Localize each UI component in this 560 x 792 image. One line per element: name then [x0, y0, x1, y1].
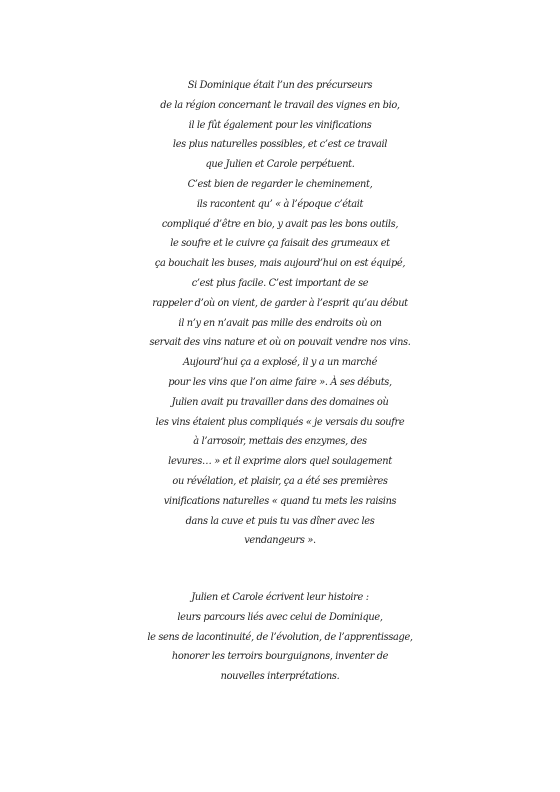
text-line: ou révélation, et plaisir, ça a été ses premières: [172, 475, 388, 487]
text-line: Julien et Carole écrivent leur histoire :: [191, 592, 369, 603]
text-line: C’est bien de regarder le cheminement,: [187, 178, 373, 190]
text-line: Si Dominique était l’un des précurseurs: [187, 80, 373, 91]
text-line: Julien avait pu travailler dans des domaines où: [171, 396, 389, 408]
text-line: les plus naturelles possibles, et c’est ce travail: [172, 139, 388, 151]
text-line: Aujourd’hui ça a explosé, il y a un marché: [182, 357, 378, 369]
text-line: il n’y en n’avait pas mille des endroits où on: [178, 317, 382, 329]
text-line: à l’arrosoir, mettais des enzymes, des: [193, 436, 367, 448]
text-line: compliqué d’être en bio, y avait pas les bons outils,: [161, 218, 399, 230]
text-line: leurs parcours liés avec celui de Dominique,: [177, 611, 383, 623]
text-line: vendangeurs ».: [244, 535, 316, 547]
text-line: il le fût également pour les vinifications: [188, 119, 372, 131]
text-line: vinifications naturelles « quand tu mets les raisins: [163, 495, 397, 507]
text-line: le sens de lacontinuité, de l’évolution, de l’apprentissage,: [147, 631, 413, 643]
paragraph-1: [0, 76, 560, 551]
text-line: de la région concernant le travail des vignes en bio,: [160, 99, 400, 111]
text-line: pour les vins que l’on aime faire ». À ses débuts,: [168, 376, 392, 388]
text-line: rappeler d’où on vient, de garder à l’esprit qu’au début: [152, 297, 408, 309]
text-line: levures… » et il exprime alors quel soulagement: [168, 456, 392, 468]
text-line: ils racontent qu’ « à l’époque c’était: [196, 198, 364, 210]
text-line: les vins étaient plus compliqués « je versais du soufre: [155, 416, 405, 428]
text-line: nouvelles interprétations.: [220, 671, 340, 683]
paragraph-2: [0, 588, 560, 687]
text-line: que Julien et Carole perpétuent.: [205, 159, 355, 171]
text-line: servait des vins nature et où on pouvait vendre nos vins.: [149, 337, 411, 349]
text-line: le soufre et le cuivre ça faisait des grumeaux et: [170, 238, 390, 250]
text-line: c’est plus facile. C’est important de se: [191, 277, 369, 289]
text-line: dans la cuve et puis tu vas dîner avec les: [185, 515, 375, 527]
text-line: ça bouchait les buses, mais aujourd’hui on est équipé,: [154, 258, 406, 270]
text-line: honorer les terroirs bourguignons, inventer de: [171, 651, 389, 663]
